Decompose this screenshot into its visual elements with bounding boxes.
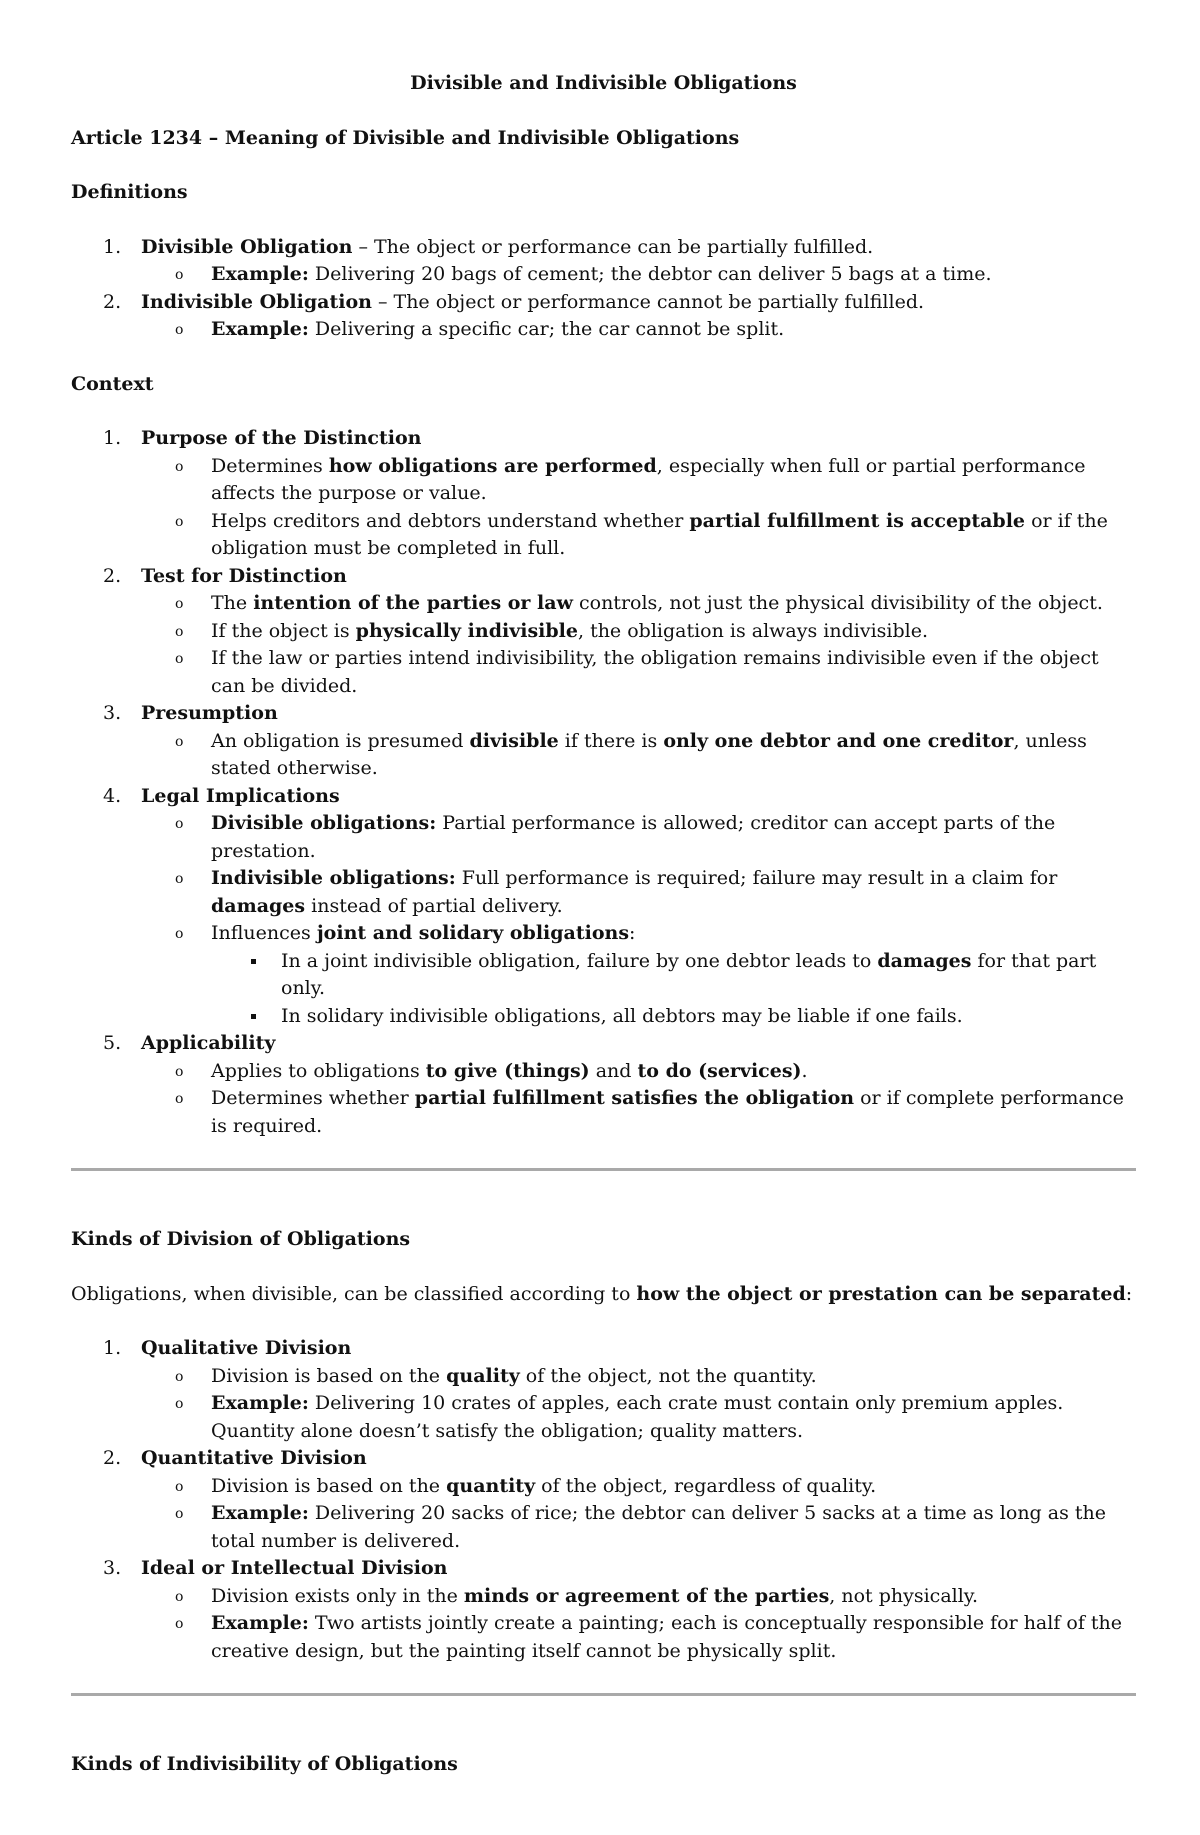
sub-item-text: , especially when full or partial performance affects the purpose or value. bbox=[211, 454, 1086, 504]
sub-item-bold: quantity bbox=[446, 1474, 536, 1497]
circle-bullet-icon: o bbox=[175, 871, 184, 887]
sub-item-bold: Example: bbox=[211, 1392, 309, 1414]
list-number: 5. bbox=[103, 1032, 122, 1054]
sub-item-text: If the law or parties intend indivisibility, the obligation remains indivisible even if the object can be divided. bbox=[211, 647, 1099, 697]
sub-item-text: Partial performance is allowed; creditor can accept parts of the prestation. bbox=[211, 812, 1056, 862]
sub-item-text: Helps creditors and debtors understand whether bbox=[211, 509, 690, 532]
sub-item bbox=[141, 920, 1136, 1030]
bullet-text: for that part only. bbox=[281, 949, 1097, 999]
circle-bullet-icon: o bbox=[175, 1506, 184, 1522]
sub-item-text: . bbox=[801, 1059, 808, 1082]
sub-item-bold: intention of the parties or law bbox=[253, 592, 573, 614]
context-item bbox=[71, 563, 1136, 701]
context-heading: Context bbox=[71, 372, 154, 395]
sub-list bbox=[141, 1473, 1136, 1556]
division-item bbox=[71, 1445, 1136, 1555]
kinds-division-heading: Kinds of Division of Obligations bbox=[71, 1228, 411, 1250]
definition-text: – The object or performance can be partially fulfilled. bbox=[352, 235, 874, 258]
context-item bbox=[71, 783, 1136, 1031]
sub-item bbox=[141, 316, 1136, 344]
sub-item-bold: partial fulfillment satisfies the obligation bbox=[414, 1087, 855, 1109]
sub-item-bold: to give (things) bbox=[425, 1059, 590, 1082]
sub-list bbox=[141, 590, 1136, 700]
kinds-division-intro bbox=[71, 1281, 1136, 1309]
sub-item bbox=[141, 1363, 1136, 1391]
sub-item-bold: quality bbox=[446, 1364, 520, 1387]
list-number: 2. bbox=[103, 1447, 122, 1469]
section-divider bbox=[71, 1168, 1136, 1171]
sub-item-text: Determines bbox=[211, 454, 329, 477]
sub-item-text: Division exists only in the bbox=[211, 1584, 464, 1607]
sub-item-text: Delivering 20 sacks of rice; the debtor can deliver 5 sacks at a time as long as the total number is delivered. bbox=[211, 1502, 1106, 1552]
context-list bbox=[71, 425, 1136, 1140]
sub-item bbox=[141, 728, 1136, 783]
square-bullet-icon bbox=[251, 959, 256, 964]
circle-bullet-icon: o bbox=[175, 267, 184, 283]
circle-bullet-icon: o bbox=[175, 926, 184, 942]
context-item-title: Test for Distinction bbox=[141, 564, 347, 587]
sub-item-bold: to do (services) bbox=[637, 1059, 802, 1082]
sub-item-bold: joint and solidary obligations bbox=[316, 922, 630, 944]
definitions-heading: Definitions bbox=[71, 181, 188, 203]
bullet-text: In a joint indivisible obligation, failure by one debtor leads to bbox=[281, 949, 878, 972]
division-item-title: Quantitative Division bbox=[141, 1447, 367, 1469]
sub-item-bold: damages bbox=[211, 894, 306, 917]
sub-item-bold: Example: bbox=[211, 1612, 309, 1634]
example-text: Delivering a specific car; the car cannot be split. bbox=[308, 318, 785, 340]
article-heading: Article 1234 – Meaning of Divisible and Indivisible Obligations bbox=[71, 126, 740, 149]
sub-item-text: , the obligation is always indivisible. bbox=[577, 619, 928, 642]
sub-item-text: An obligation is presumed bbox=[211, 729, 470, 752]
bullet-item bbox=[211, 1003, 1136, 1031]
circle-bullet-icon: o bbox=[175, 1616, 184, 1632]
sub-item-bold: only one debtor and one creditor bbox=[663, 729, 1014, 752]
sub-item-text: or if complete performance is required. bbox=[211, 1087, 1124, 1137]
sub-item-text: Determines whether bbox=[211, 1087, 415, 1109]
bullet-text: In solidary indivisible obligations, all debtors may be liable if one fails. bbox=[281, 1004, 963, 1027]
list-number: 1. bbox=[103, 1337, 122, 1359]
document-title: Divisible and Indivisible Obligations bbox=[410, 72, 797, 94]
sub-item-text: Two artists jointly create a painting; each is conceptually responsible for half of the creative design, but the painting itself cannot be physically split. bbox=[211, 1612, 1123, 1662]
sub-item-text: controls, not just the physical divisibility of the object. bbox=[572, 592, 1103, 614]
list-number: 1. bbox=[103, 235, 122, 258]
sub-item-text: and bbox=[589, 1059, 638, 1082]
sub-item-bold: divisible bbox=[469, 729, 559, 752]
bullet-item bbox=[211, 948, 1136, 1003]
circle-bullet-icon: o bbox=[175, 651, 184, 667]
circle-bullet-icon: o bbox=[175, 623, 184, 640]
circle-bullet-icon: o bbox=[175, 816, 184, 832]
sub-item bbox=[141, 1583, 1136, 1611]
context-item bbox=[71, 1030, 1136, 1140]
sub-item bbox=[141, 1610, 1136, 1665]
sub-item-text: if there is bbox=[558, 729, 664, 752]
sub-list bbox=[141, 810, 1136, 1030]
sub-item bbox=[141, 453, 1136, 508]
sub-item-text: , unless stated otherwise. bbox=[211, 729, 1087, 779]
sub-item-text: The bbox=[211, 592, 254, 614]
division-item-title: Qualitative Division bbox=[141, 1337, 352, 1359]
circle-bullet-icon: o bbox=[175, 513, 184, 530]
circle-bullet-icon: o bbox=[175, 596, 184, 612]
sub-item-text: of the object, not the quantity. bbox=[519, 1364, 817, 1387]
circle-bullet-icon: o bbox=[175, 1588, 184, 1605]
sub-list bbox=[141, 1583, 1136, 1666]
list-number: 3. bbox=[103, 1557, 122, 1579]
bullet-list bbox=[211, 948, 1136, 1031]
sub-list bbox=[141, 261, 1136, 289]
sub-item-bold: how obligations are performed bbox=[328, 454, 657, 477]
sub-list bbox=[141, 728, 1136, 783]
definition-item bbox=[71, 289, 1136, 344]
sub-item bbox=[141, 618, 1136, 646]
list-number: 2. bbox=[103, 564, 122, 587]
definition-item bbox=[71, 234, 1136, 289]
sub-list bbox=[141, 1363, 1136, 1446]
sub-item-bold: Divisible obligations: bbox=[211, 812, 437, 834]
bullet-bold: damages bbox=[877, 949, 972, 972]
sub-item-text: instead of partial delivery. bbox=[305, 894, 563, 917]
definition-text: – The object or performance cannot be partially fulfilled. bbox=[371, 290, 925, 313]
intro-text: : bbox=[1125, 1282, 1133, 1305]
sub-item bbox=[141, 810, 1136, 865]
square-bullet-icon bbox=[251, 1014, 256, 1019]
list-number: 4. bbox=[103, 784, 122, 807]
context-item-title: Purpose of the Distinction bbox=[141, 427, 422, 449]
sub-item-text: Division is based on the bbox=[211, 1474, 447, 1497]
context-item bbox=[71, 425, 1136, 563]
list-number: 1. bbox=[103, 427, 122, 449]
sub-item-bold: minds or agreement of the parties bbox=[463, 1584, 830, 1607]
sub-item-text: or if the obligation must be completed in full. bbox=[211, 509, 1108, 559]
circle-bullet-icon: o bbox=[175, 1396, 184, 1412]
sub-item-text: Influences bbox=[211, 922, 317, 944]
circle-bullet-icon: o bbox=[175, 1368, 184, 1385]
example-label: Example: bbox=[211, 263, 309, 285]
definition-term: Indivisible Obligation bbox=[141, 290, 372, 313]
sub-item bbox=[141, 865, 1136, 920]
list-number: 2. bbox=[103, 290, 122, 313]
sub-item-text: Applies to obligations bbox=[211, 1059, 426, 1082]
sub-item-text: Delivering 10 crates of apples, each crate must contain only premium apples. Quantity alone doesn’t satisfy the obligation; quality matters. bbox=[211, 1392, 1064, 1442]
circle-bullet-icon: o bbox=[175, 1478, 184, 1495]
kinds-indivisibility-heading: Kinds of Indivisibility of Obligations bbox=[71, 1753, 458, 1775]
sub-item bbox=[141, 1473, 1136, 1501]
definition-term: Divisible Obligation bbox=[141, 235, 353, 258]
sub-item-bold: Example: bbox=[211, 1502, 309, 1524]
sub-item bbox=[141, 645, 1136, 700]
sub-item bbox=[141, 1390, 1136, 1445]
context-item bbox=[71, 700, 1136, 783]
sub-item-text: Division is based on the bbox=[211, 1364, 447, 1387]
context-item-title: Applicability bbox=[141, 1032, 276, 1054]
division-item bbox=[71, 1335, 1136, 1445]
circle-bullet-icon: o bbox=[175, 1091, 184, 1107]
sub-item bbox=[141, 508, 1136, 563]
sub-item-text: Full performance is required; failure may result in a claim for bbox=[455, 867, 1058, 889]
sub-item-bold: partial fulfillment is acceptable bbox=[689, 509, 1026, 532]
intro-text: Obligations, when divisible, can be classified according to bbox=[71, 1282, 637, 1305]
example-label: Example: bbox=[211, 318, 309, 340]
sub-item-text: If the object is bbox=[211, 619, 356, 642]
circle-bullet-icon: o bbox=[175, 322, 184, 338]
context-item-title: Legal Implications bbox=[141, 784, 340, 807]
sub-item-text: : bbox=[629, 922, 636, 944]
sub-item-text: , not physically. bbox=[829, 1584, 979, 1607]
division-item bbox=[71, 1555, 1136, 1665]
definitions-list bbox=[71, 234, 1136, 344]
sub-list bbox=[141, 1058, 1136, 1141]
sub-item bbox=[141, 1085, 1136, 1140]
division-item-title: Ideal or Intellectual Division bbox=[141, 1557, 448, 1579]
context-item-title: Presumption bbox=[141, 702, 278, 724]
sub-list bbox=[141, 453, 1136, 563]
example-text: Delivering 20 bags of cement; the debtor can deliver 5 bags at a time. bbox=[308, 263, 992, 285]
section-divider bbox=[71, 1693, 1136, 1696]
sub-item bbox=[141, 1500, 1136, 1555]
sub-item bbox=[141, 1058, 1136, 1086]
circle-bullet-icon: o bbox=[175, 733, 184, 750]
sub-item bbox=[141, 590, 1136, 618]
intro-bold: how the object or prestation can be separated bbox=[636, 1282, 1126, 1305]
circle-bullet-icon: o bbox=[175, 1063, 184, 1080]
sub-item bbox=[141, 261, 1136, 289]
kinds-division-list bbox=[71, 1335, 1136, 1665]
sub-item-text: of the object, regardless of quality. bbox=[535, 1474, 877, 1497]
sub-item-bold: Indivisible obligations: bbox=[211, 867, 456, 889]
circle-bullet-icon: o bbox=[175, 458, 184, 475]
list-number: 3. bbox=[103, 702, 122, 724]
sub-item-bold: physically indivisible bbox=[355, 619, 578, 642]
sub-list bbox=[141, 316, 1136, 344]
